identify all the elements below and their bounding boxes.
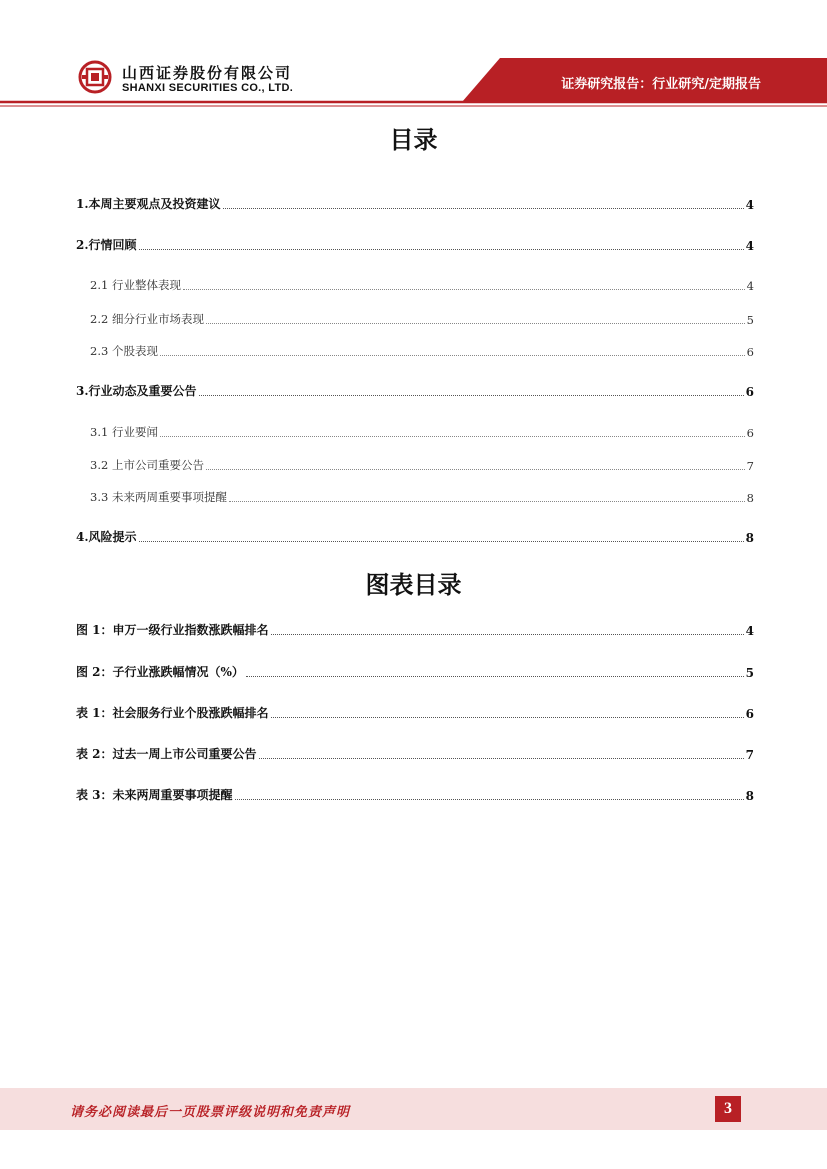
table-item-label: 表 3：未来两周重要事项提醒	[76, 788, 233, 802]
table-leader-dots	[235, 799, 744, 800]
toc-item-2[interactable]	[76, 235, 754, 253]
toc-item-2-1[interactable]	[90, 275, 754, 293]
table-leader-dots	[259, 758, 744, 759]
company-name-cn: 山西证券股份有限公司	[122, 64, 293, 82]
table-item-page: 8	[745, 789, 754, 803]
toc-item-page: 4	[746, 279, 754, 293]
toc-item-2-2[interactable]	[90, 309, 754, 327]
shanxi-securities-logo-icon	[78, 60, 112, 94]
table-item-1[interactable]	[76, 703, 754, 721]
page-header	[0, 0, 827, 118]
toc-leader-dots	[139, 249, 744, 250]
toc-item-label: 2.行情回顾	[76, 238, 137, 252]
toc-item-page: 8	[746, 491, 754, 505]
toc-item-label: 3.行业动态及重要公告	[76, 384, 197, 398]
toc-item-3[interactable]	[76, 381, 754, 399]
toc-title: 目录	[389, 126, 438, 154]
toc-item-label: 4.风险提示	[76, 530, 137, 544]
toc-item-label: 3.2 上市公司重要公告	[90, 458, 204, 472]
figure-item-label: 图 2：子行业涨跌幅情况（%）	[76, 665, 244, 679]
table-item-2[interactable]	[76, 744, 754, 762]
toc-leader-dots	[206, 469, 745, 470]
table-item-3[interactable]	[76, 785, 754, 803]
figure-leader-dots	[271, 634, 744, 635]
toc-leader-dots	[199, 395, 744, 396]
toc-item-page: 4	[745, 239, 754, 253]
toc-item-4[interactable]	[76, 527, 754, 545]
report-type-label: 证券研究报告：行业研究/定期报告	[561, 77, 761, 92]
figure-leader-dots	[246, 676, 744, 677]
toc-leader-dots	[229, 501, 745, 502]
toc-item-2-3[interactable]	[90, 341, 754, 359]
toc-item-label: 3.3 未来两周重要事项提醒	[90, 490, 227, 504]
toc-item-3-3[interactable]	[90, 487, 754, 505]
toc-item-label: 2.2 细分行业市场表现	[90, 312, 204, 326]
toc-item-page: 6	[745, 385, 754, 399]
figure-item-1[interactable]	[76, 620, 754, 638]
table-item-label: 表 2：过去一周上市公司重要公告	[76, 747, 257, 761]
figures-title: 图表目录	[365, 571, 462, 599]
toc-item-3-1[interactable]	[90, 422, 754, 440]
toc-leader-dots	[139, 541, 744, 542]
company-name-en: SHANXI SECURITIES CO., LTD.	[122, 82, 294, 94]
figure-item-2[interactable]	[76, 662, 754, 680]
toc-item-1[interactable]	[76, 194, 754, 212]
page-number: 3	[715, 1096, 741, 1122]
toc-leader-dots	[160, 436, 745, 437]
toc-item-label: 3.1 行业要闻	[90, 425, 158, 439]
toc-leader-dots	[206, 323, 745, 324]
toc-leader-dots	[183, 289, 745, 290]
toc-item-page: 7	[746, 459, 754, 473]
toc-leader-dots	[223, 208, 744, 209]
toc-item-page: 6	[746, 426, 754, 440]
table-item-label: 表 1：社会服务行业个股涨跌幅排名	[76, 706, 269, 720]
toc-item-page: 6	[746, 345, 754, 359]
header-banner	[0, 0, 827, 118]
toc-item-label: 2.3 个股表现	[90, 344, 158, 358]
figure-item-page: 5	[745, 666, 754, 680]
toc-item-page: 4	[745, 198, 754, 212]
toc-item-3-2[interactable]	[90, 455, 754, 473]
table-item-page: 6	[745, 707, 754, 721]
footer-disclaimer: 请务必阅读最后一页股票评级说明和免责声明	[70, 1105, 351, 1120]
toc-item-page: 8	[745, 531, 754, 545]
toc-item-label: 2.1 行业整体表现	[90, 278, 181, 292]
toc-item-page: 5	[746, 313, 754, 327]
toc-leader-dots	[160, 355, 745, 356]
figure-item-page: 4	[745, 624, 754, 638]
table-leader-dots	[271, 717, 744, 718]
table-item-page: 7	[745, 748, 754, 762]
figure-item-label: 图 1：申万一级行业指数涨跌幅排名	[76, 623, 269, 637]
toc-item-label: 1.本周主要观点及投资建议	[76, 197, 221, 211]
